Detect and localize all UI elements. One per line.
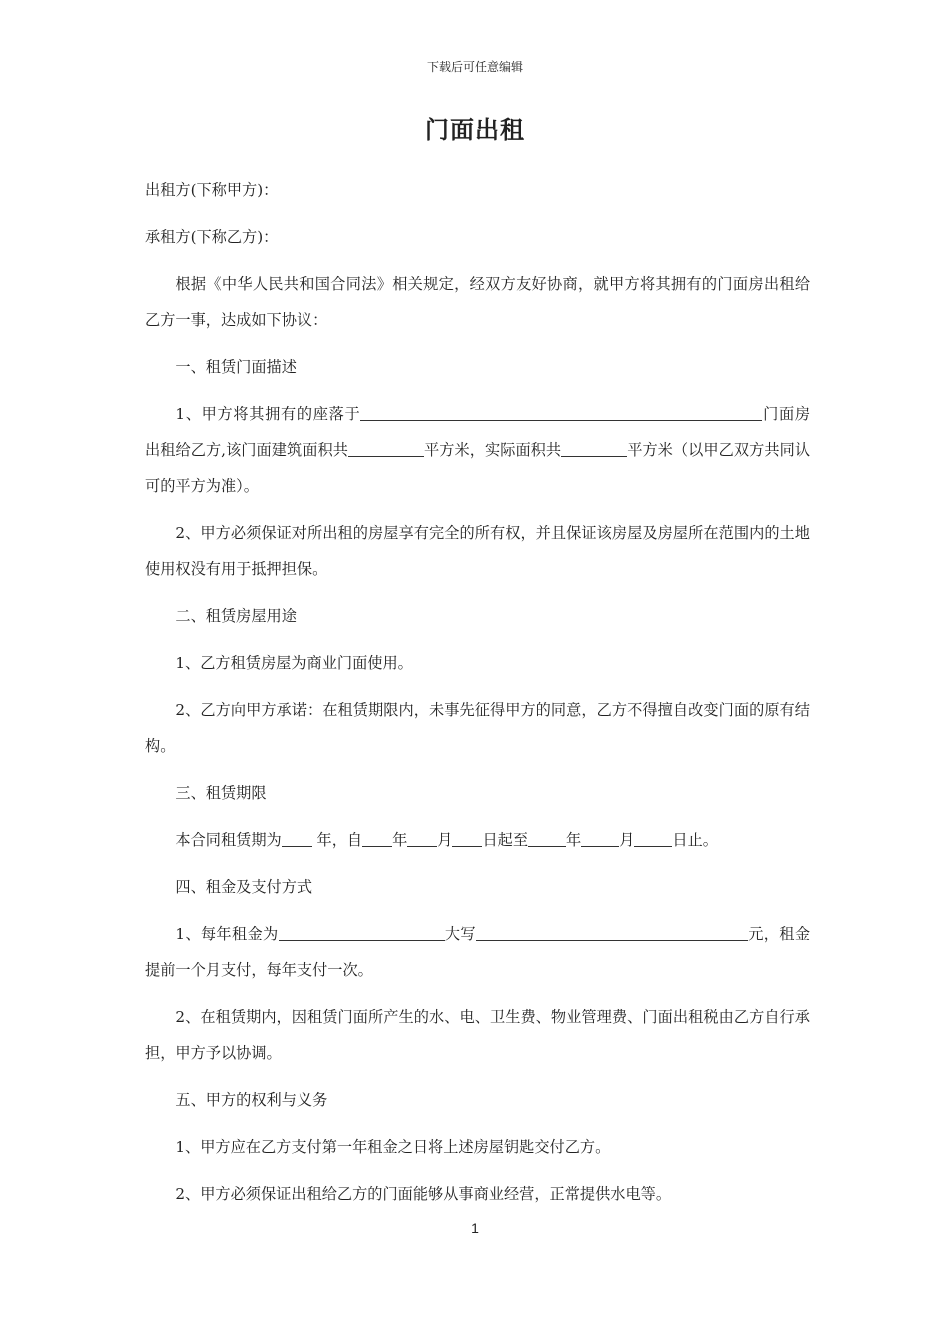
lessee-line: 承租方(下称乙方)： [145, 228, 279, 246]
end-day-blank[interactable] [634, 831, 672, 847]
text-segment: 本合同租赁期为 [175, 831, 282, 849]
text-segment: 年 [392, 831, 408, 849]
text-segment: 平方米，实际面积共 [423, 441, 562, 459]
text-segment: 月 [437, 831, 453, 849]
section4-heading: 四、租金及支付方式 [175, 878, 313, 896]
actual-area-blank[interactable] [561, 441, 627, 457]
text-segment: 1、甲方将其拥有的座落于 [175, 405, 361, 423]
section1-item2: 2、甲方必须保证对所出租的房屋享有完全的所有权，并且保证该房屋及房屋所在范围内的土地使用权没有用于抵押担保。 [145, 524, 810, 578]
start-day-blank[interactable] [452, 831, 482, 847]
address-blank[interactable] [360, 405, 762, 421]
annual-rent-blank[interactable] [279, 925, 445, 941]
section3-heading: 三、租赁期限 [175, 784, 267, 802]
section5-item1: 1、甲方应在乙方支付第一年租金之日将上述房屋钥匙交付乙方。 [175, 1138, 611, 1156]
section5-heading: 五、甲方的权利与义务 [175, 1091, 328, 1109]
document-body [145, 172, 810, 1223]
text-segment: 门面房出租给乙方,该门面建筑面积共 [145, 405, 810, 459]
lease-term-line [145, 822, 810, 858]
rent-in-words-blank[interactable] [476, 925, 748, 941]
lessor-line: 出租方(下称甲方)： [145, 181, 279, 199]
text-segment: 日止。 [672, 831, 718, 849]
text-segment: 大写 [444, 925, 476, 943]
section4-item1 [145, 916, 810, 988]
page-header: 下载后可任意编辑 [426, 60, 523, 74]
text-segment: 平方米（以甲乙双方共同认可的平方为准）。 [145, 441, 811, 495]
section4-item2: 2、在租赁期内，因租赁门面所产生的水、电、卫生费、物业管理费、门面出租税由乙方自行承担，甲方予以协调。 [145, 1008, 810, 1062]
text-segment: 1、每年租金为 [175, 925, 279, 943]
text-segment: 年 [566, 831, 582, 849]
building-area-blank[interactable] [348, 441, 424, 457]
section2-item1: 1、乙方租赁房屋为商业门面使用。 [175, 654, 413, 672]
section5-item2: 2、甲方必须保证出租给乙方的门面能够从事商业经营，正常提供水电等。 [175, 1185, 672, 1203]
end-month-blank[interactable] [581, 831, 619, 847]
start-year-blank[interactable] [362, 831, 392, 847]
term-years-blank[interactable] [282, 831, 312, 847]
section1-heading: 一、租赁门面描述 [175, 358, 297, 376]
text-segment: 元，租金提前一个月支付，每年支付一次。 [145, 925, 811, 979]
intro-paragraph: 根据《中华人民共和国合同法》相关规定，经双方友好协商，就甲方将其拥有的门面房出租给乙方一事，达成如下协议： [145, 275, 810, 329]
page-number: 1 [471, 1220, 479, 1236]
text-segment: 日起至 [482, 831, 529, 849]
section2-heading: 二、租赁房屋用途 [175, 607, 297, 625]
text-segment: 月 [619, 831, 635, 849]
section1-item1 [145, 396, 810, 504]
text-segment: 年，自 [311, 831, 363, 849]
document-title: 门面出租 [425, 116, 525, 144]
end-year-blank[interactable] [528, 831, 566, 847]
section2-item2: 2、乙方向甲方承诺：在租赁期限内，未事先征得甲方的同意，乙方不得擅自改变门面的原有结构。 [145, 701, 810, 755]
start-month-blank[interactable] [407, 831, 437, 847]
